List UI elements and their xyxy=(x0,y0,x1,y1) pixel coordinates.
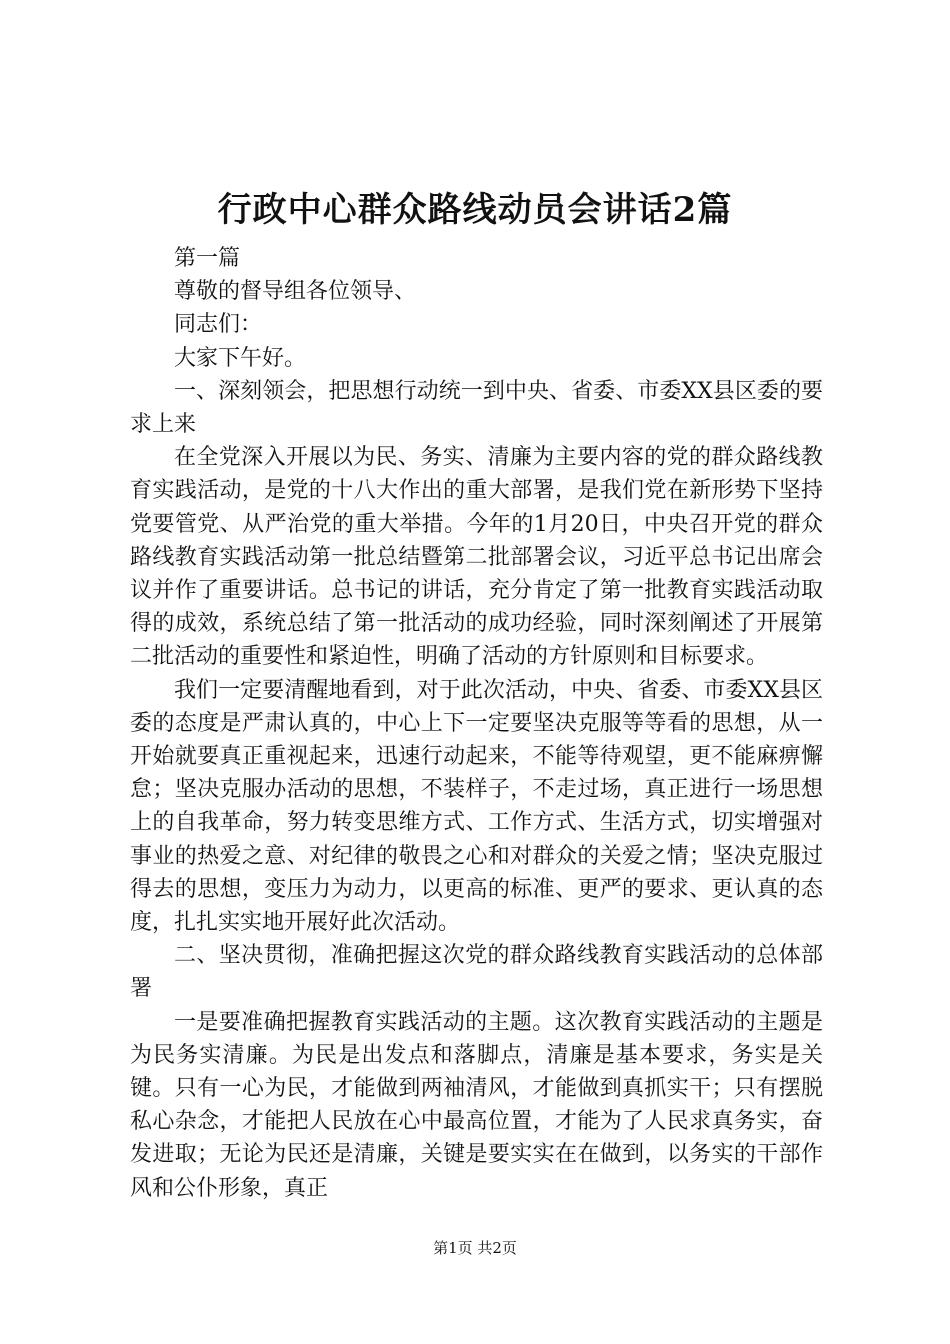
section-heading: 第一篇 xyxy=(174,246,241,271)
salutation-line: 尊敬的督导组各位领导、 xyxy=(174,279,417,305)
body-paragraph: 在全党深入开展以为民、务实、清廉为主要内容的党的群众路线教育实践活动，是党的十八大作出的重大部署，是我们党在新形势下坚持党要管党、从严治党的重大举措。今年的1月20日，中央召开党的群众路线教育实践活动第一批总结暨第二批部署会议，习近平总书记出席会议并作了重要讲话。总书记的讲话，充分肯定了第一批教育实践活动取得的成效，系统总结了第一批活动的成功经验，同时深刻阐述了开展第二批活动的重要性和紧迫性，明确了活动的方针原则和目标要求。 xyxy=(130,445,823,670)
document-body xyxy=(130,242,823,1205)
body-paragraph: 一是要准确把握教育实践活动的主题。这次教育实践活动的主题是为民务实清廉。为民是出发点和落脚点，清廉是基本要求，务实是关键。只有一心为民，才能做到两袖清风，才能做到真抓实干；只有摆脱私心杂念，才能把人民放在心中最高位置，才能为了人民求真务实，奋发进取；无论为民还是清廉，关键是要实实在在做到，以务实的干部作风和公仆形象，真正 xyxy=(130,1009,823,1201)
page-footer: 第1页 共2页 xyxy=(433,1239,517,1257)
section-heading: 一、深刻领会，把思想行动统一到中央、省委、市委XX县区委的要求上来 xyxy=(130,378,823,438)
section-heading: 二、坚决贯彻，准确把握这次党的群众路线教育实践活动的总体部署 xyxy=(130,943,823,1002)
greeting-line: 大家下午好。 xyxy=(174,345,307,371)
body-paragraph: 我们一定要清醒地看到，对于此次活动，中央、省委、市委XX县区委的态度是严肃认真的，中心上下一定要坚决克服等等看的思想，从一开始就要真正重视起来，迅速行动起来，不能等待观望，更不能麻痹懈怠；坚决克服办活动的思想，不装样子，不走过场，真正进行一场思想上的自我革命，努力转变思维方式、工作方式、生活方式，切实增强对事业的热爱之意、对纪律的敬畏之心和对群众的关爱之情；坚决克服过得去的思想，变压力为动力，以更高的标准、更严的要求、更认真的态度，扎扎实实地开展好此次活动。 xyxy=(130,677,823,936)
document-title: 行政中心群众路线动员会讲话2篇 xyxy=(217,190,733,230)
salutation-line: 同志们： xyxy=(174,312,263,338)
